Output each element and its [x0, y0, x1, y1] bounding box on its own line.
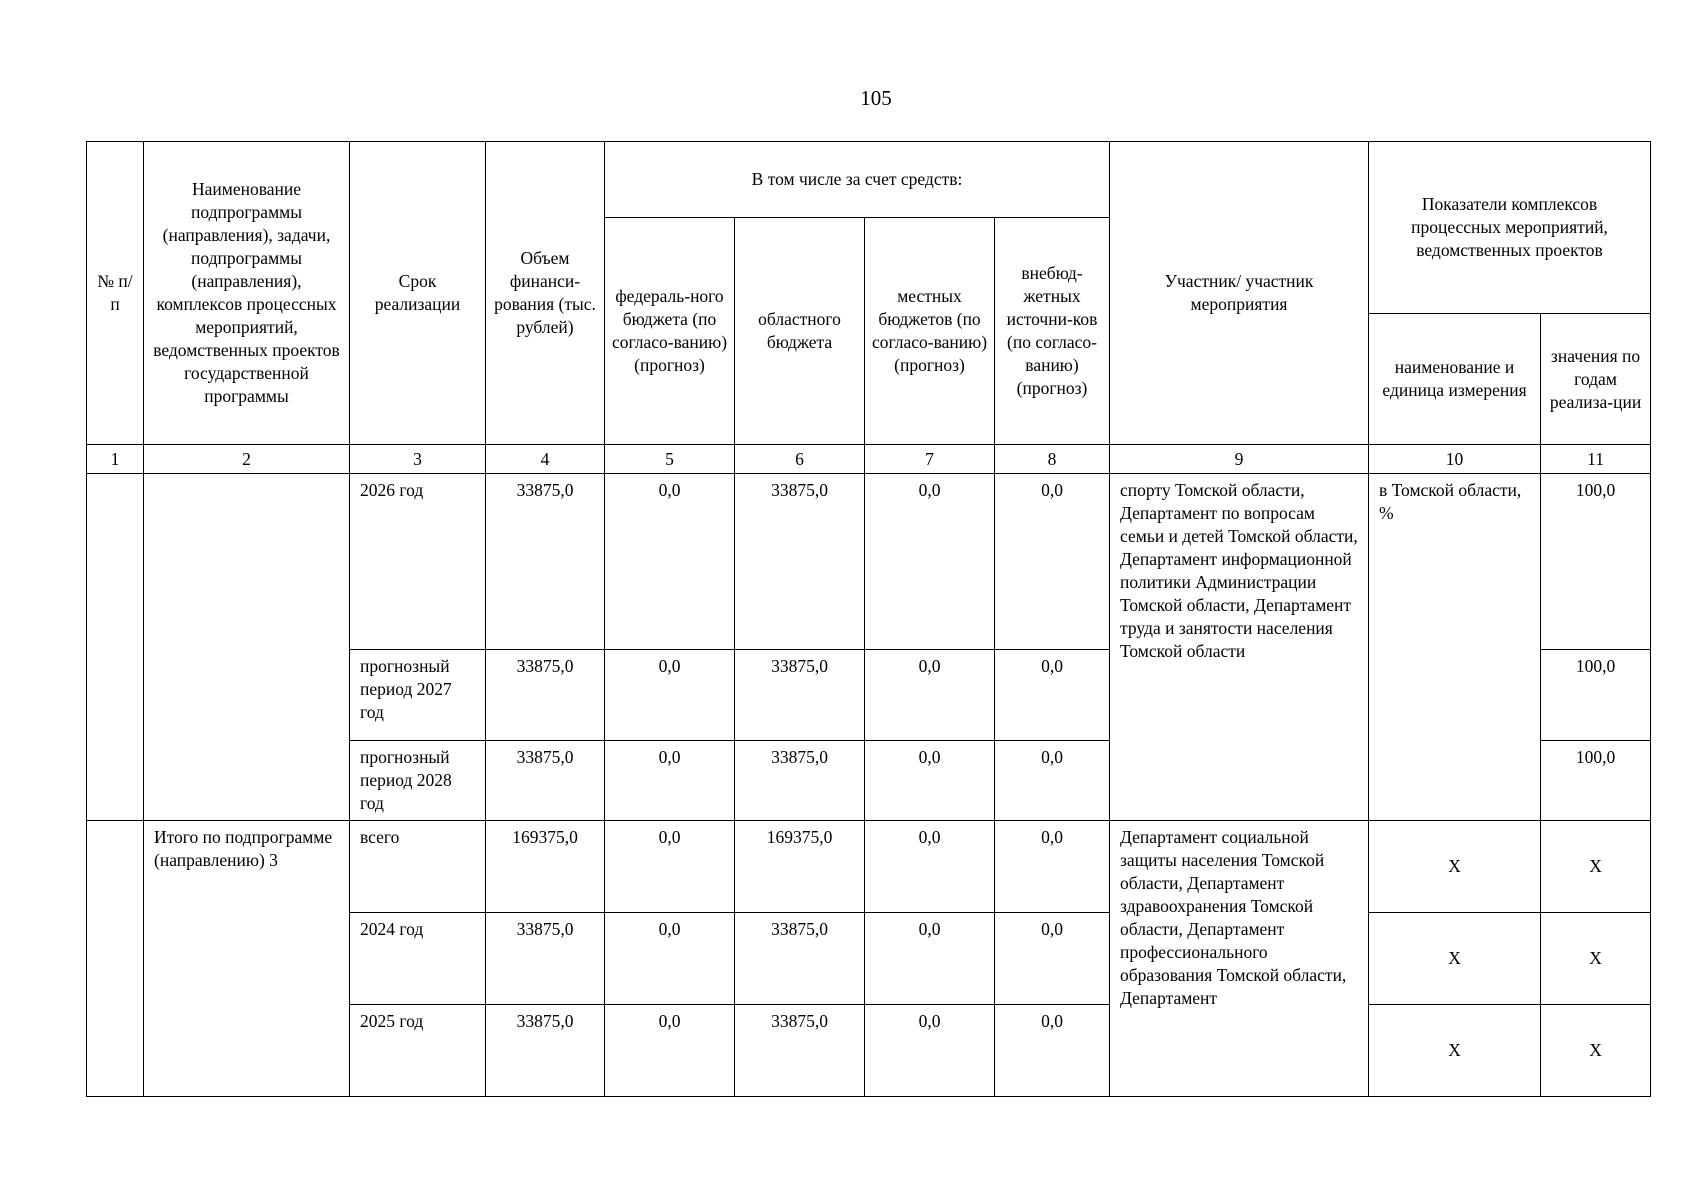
local-cell: 0,0 — [865, 741, 995, 821]
term-cell: прогнозный период 2028 год — [350, 741, 486, 821]
extra-cell: 0,0 — [995, 913, 1110, 1005]
federal-cell: 0,0 — [605, 741, 735, 821]
column-number: 1 — [87, 445, 144, 474]
term-cell: прогнозный период 2027 год — [350, 650, 486, 741]
regional-cell: 169375,0 — [735, 821, 865, 913]
participant-cell: Департамент социальной защиты населения Томской области, Департамент здравоохранения Томской области, Департамент профессионального образования Томской области, Департамент — [1110, 821, 1369, 1097]
header-participant: Участник/ участник мероприятия — [1110, 142, 1369, 445]
regional-cell: 33875,0 — [735, 474, 865, 650]
federal-cell: 0,0 — [605, 913, 735, 1005]
regional-cell: 33875,0 — [735, 650, 865, 741]
subprogram-total-name: Итого по подпрограмме (направлению) 3 — [144, 821, 350, 1097]
regional-cell: 33875,0 — [735, 741, 865, 821]
term-cell: 2024 год — [350, 913, 486, 1005]
budget-table — [86, 141, 1651, 1097]
header-volume: Объем финанси-рования (тыс. рублей) — [486, 142, 605, 445]
header-federal: федераль-ного бюджета (по согласо-ванию) (прогноз) — [605, 218, 735, 445]
header-including: В том числе за счет средств: — [605, 142, 1110, 218]
column-number: 11 — [1541, 445, 1651, 474]
regional-cell: 33875,0 — [735, 1005, 865, 1097]
header-row-1 — [87, 142, 1651, 218]
column-number: 3 — [350, 445, 486, 474]
column-number: 7 — [865, 445, 995, 474]
term-cell: 2026 год — [350, 474, 486, 650]
header-local: местных бюджетов (по согласо-ванию) (прогноз) — [865, 218, 995, 445]
column-number: 2 — [144, 445, 350, 474]
extra-cell: 0,0 — [995, 650, 1110, 741]
term-cell: 2025 год — [350, 1005, 486, 1097]
volume-cell: 33875,0 — [486, 474, 605, 650]
volume-cell: 33875,0 — [486, 650, 605, 741]
volume-cell: 33875,0 — [486, 1005, 605, 1097]
federal-cell: 0,0 — [605, 474, 735, 650]
header-indicators: Показатели комплексов процессных мероприятий, ведомственных проектов — [1369, 142, 1651, 314]
column-number: 6 — [735, 445, 865, 474]
header-indicator-name: наименование и единица измерения — [1369, 314, 1541, 445]
volume-cell: 169375,0 — [486, 821, 605, 913]
header-regional: областного бюджета — [735, 218, 865, 445]
volume-cell: 33875,0 — [486, 741, 605, 821]
indicator-name-cell: Х — [1369, 913, 1541, 1005]
extra-cell: 0,0 — [995, 1005, 1110, 1097]
local-cell: 0,0 — [865, 821, 995, 913]
header-no: № п/п — [87, 142, 144, 445]
page-number: 105 — [860, 86, 892, 110]
federal-cell: 0,0 — [605, 1005, 735, 1097]
extra-cell: 0,0 — [995, 474, 1110, 650]
local-cell: 0,0 — [865, 474, 995, 650]
header-term: Срок реализации — [350, 142, 486, 445]
indicator-value-cell: 100,0 — [1541, 741, 1651, 821]
row-number-cell — [87, 474, 144, 821]
column-number-row — [87, 445, 1651, 474]
column-number: 8 — [995, 445, 1110, 474]
header-indicator-values: значения по годам реализа-ции — [1541, 314, 1651, 445]
indicator-value-cell: Х — [1541, 1005, 1651, 1097]
row-name-cell — [144, 474, 350, 821]
local-cell: 0,0 — [865, 650, 995, 741]
table-row — [87, 821, 1651, 913]
regional-cell: 33875,0 — [735, 913, 865, 1005]
local-cell: 0,0 — [865, 913, 995, 1005]
indicator-value-cell: Х — [1541, 913, 1651, 1005]
volume-cell: 33875,0 — [486, 913, 605, 1005]
column-number: 4 — [486, 445, 605, 474]
column-number: 10 — [1369, 445, 1541, 474]
indicator-name-cell: в Томской области, % — [1369, 474, 1541, 821]
header-extra: внебюд-жетных источни-ков (по согласо-ванию) (прогноз) — [995, 218, 1110, 445]
table-row — [87, 474, 1651, 650]
participant-cell: спорту Томской области, Департамент по вопросам семьи и детей Томской области, Департамент информационной политики Администрации Томской области, Департамент труда и занятости населения Томской области — [1110, 474, 1369, 821]
federal-cell: 0,0 — [605, 821, 735, 913]
indicator-value-cell: Х — [1541, 821, 1651, 913]
row-number-cell — [87, 821, 144, 1097]
local-cell: 0,0 — [865, 1005, 995, 1097]
column-number: 9 — [1110, 445, 1369, 474]
header-name: Наименование подпрограммы (направления), задачи, подпрограммы (направления), комплексов процессных мероприятий, ведомственных проектов государственной программы — [144, 142, 350, 445]
federal-cell: 0,0 — [605, 650, 735, 741]
indicator-name-cell: Х — [1369, 821, 1541, 913]
extra-cell: 0,0 — [995, 821, 1110, 913]
indicator-name-cell: Х — [1369, 1005, 1541, 1097]
indicator-value-cell: 100,0 — [1541, 474, 1651, 650]
indicator-value-cell: 100,0 — [1541, 650, 1651, 741]
extra-cell: 0,0 — [995, 741, 1110, 821]
term-cell: всего — [350, 821, 486, 913]
column-number: 5 — [605, 445, 735, 474]
